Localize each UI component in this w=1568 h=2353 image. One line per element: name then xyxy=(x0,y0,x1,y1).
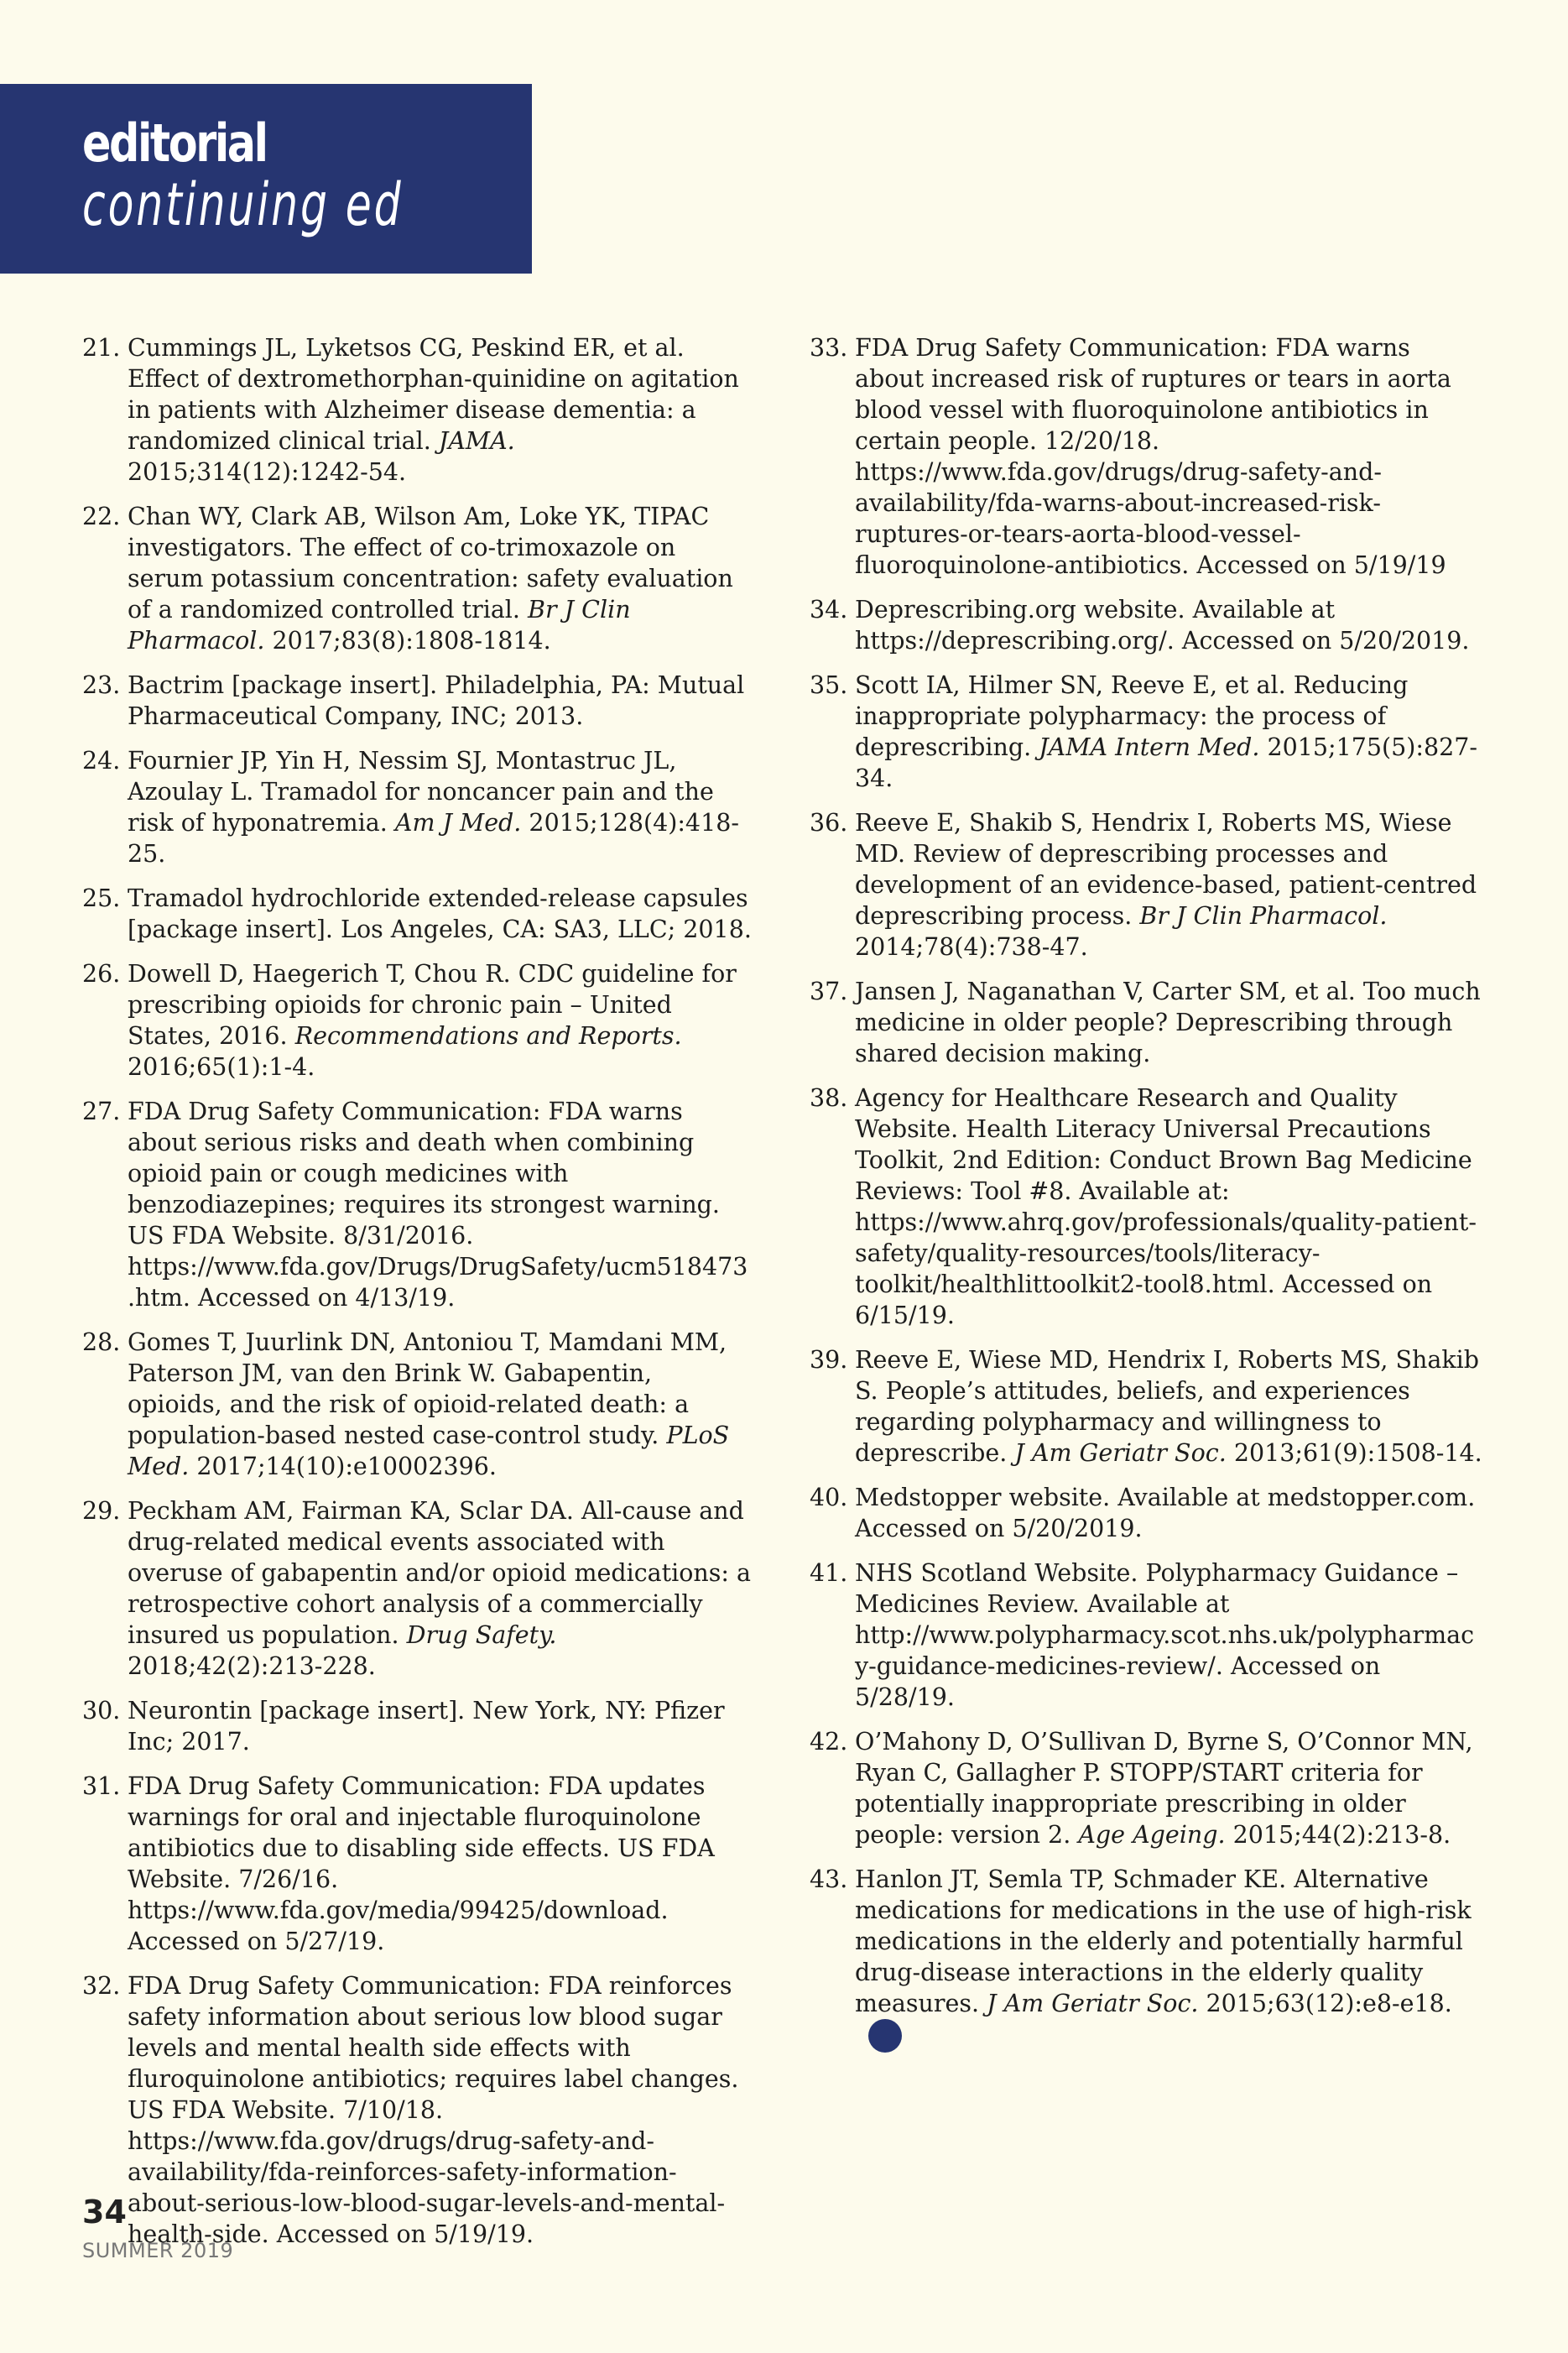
reference-item xyxy=(82,883,753,945)
reference-number: 23. xyxy=(82,671,121,699)
reference-text xyxy=(128,1695,753,1757)
reference-text xyxy=(855,1083,1485,1331)
reference-segment: Agency for Healthcare Research and Quality Website. Health Literacy Universal Precautions Toolkit, 2nd Edition: Conduct Brown Bag Medicine Reviews: Tool #8. Available at: https://www.ahrq.gov/professionals/quality-patient-safety/quality-resources/tools/literacy-toolkit/healthlittoolkit2-tool8.html. Accessed on 6/15/19. xyxy=(855,1084,1477,1329)
section-title: editorial xyxy=(82,112,267,174)
reference-number: 27. xyxy=(82,1098,121,1125)
journal-title: Br J Clin Pharmacol. xyxy=(128,596,631,655)
journal-title: Recommendations and Reports. xyxy=(294,1022,682,1050)
reference-item xyxy=(82,1495,753,1682)
reference-number: 22. xyxy=(82,503,121,530)
reference-segment: Cummings JL, Lyketsos CG, Peskind ER, et al. Effect of dextromethorphan-quinidine on agitation in patients with Alzheimer disease dementia: a randomized clinical trial. xyxy=(128,334,739,455)
reference-item xyxy=(82,745,753,869)
reference-item xyxy=(82,1327,753,1482)
reference-number: 39. xyxy=(810,1346,848,1374)
journal-title: Drug Safety. xyxy=(406,1621,557,1649)
reference-item xyxy=(810,1864,1485,2053)
reference-text xyxy=(855,1344,1485,1469)
reference-text xyxy=(855,594,1485,656)
reference-item xyxy=(810,1344,1485,1469)
reference-item xyxy=(810,976,1485,1069)
reference-text xyxy=(128,1970,753,2250)
reference-number: 24. xyxy=(82,747,121,775)
reference-segment: FDA Drug Safety Communication: FDA reinforces safety information about serious low blood sugar levels and mental health side effects with fluroquinolone antibiotics; requires label changes. US FDA Website. 7/10/18. https://www.fda.gov/drugs/drug-safety-and-availability/fda-reinforces-safety-information-about-serious-low-blood-sugar-levels-and-mental-health-side. Accessed on 5/19/19. xyxy=(128,1972,739,2248)
reference-item xyxy=(82,1771,753,1957)
reference-item xyxy=(810,332,1485,581)
reference-number: 26. xyxy=(82,960,121,988)
reference-segment: Medstopper website. Available at medstopper.com. Accessed on 5/20/2019. xyxy=(855,1484,1476,1542)
reference-segment: 2015;314(12):1242-54. xyxy=(128,458,407,486)
reference-text xyxy=(855,976,1485,1069)
reference-segment: FDA Drug Safety Communication: FDA warns about increased risk of ruptures or tears in aorta blood vessel with fluoroquinolone antibiotics in certain people. 12/20/18. https://www.fda.gov/drugs/drug-safety-and-availability/fda-warns-about-increased-risk-ruptures-or-tears-aorta-blood-vessel-fluoroquinolone-antibiotics. Accessed on 5/19/19 xyxy=(855,334,1451,579)
issue-label: SUMMER 2019 xyxy=(82,2239,234,2262)
reference-segment: NHS Scotland Website. Polypharmacy Guidance – Medicines Review. Available at http://www.polypharmacy.scot.nhs.uk/polypharmacy-guidance-medicines-review/. Accessed on 5/28/19. xyxy=(855,1559,1475,1711)
reference-item xyxy=(82,501,753,656)
reference-text xyxy=(855,1864,1485,2053)
reference-text xyxy=(855,1482,1485,1544)
reference-number: 42. xyxy=(810,1728,848,1756)
reference-text xyxy=(128,501,753,656)
section-banner xyxy=(0,84,532,274)
reference-item xyxy=(82,1096,753,1313)
reference-item xyxy=(810,1726,1485,1850)
reference-segment: Bactrim [package insert]. Philadelphia, PA: Mutual Pharmaceutical Company, INC; 2013. xyxy=(128,671,745,730)
reference-number: 35. xyxy=(810,671,848,699)
reference-segment: 2014;78(4):738-47. xyxy=(855,933,1088,961)
reference-number: 32. xyxy=(82,1972,121,2000)
journal-title: JAMA. xyxy=(438,427,515,455)
reference-text xyxy=(128,958,753,1083)
reference-text xyxy=(855,1557,1485,1713)
reference-text xyxy=(855,807,1485,963)
reference-number: 29. xyxy=(82,1497,121,1525)
journal-title: Br J Clin Pharmacol. xyxy=(1139,902,1388,930)
section-subtitle: continuing ed xyxy=(82,170,404,239)
references-right-column xyxy=(810,332,1485,2066)
reference-number: 21. xyxy=(82,334,121,362)
journal-title: Age Ageing. xyxy=(1078,1821,1226,1849)
reference-item xyxy=(810,1083,1485,1331)
reference-text xyxy=(128,883,753,945)
reference-item xyxy=(810,807,1485,963)
reference-segment: Peckham AM, Fairman KA, Sclar DA. All-cause and drug-related medical events associated with overuse of gabapentin and/or opioid medications: a retrospective cohort analysis of a commercially insured us population. xyxy=(128,1497,752,1649)
reference-number: 40. xyxy=(810,1484,848,1511)
end-of-article-icon xyxy=(868,2019,902,2053)
reference-segment: Reeve E, Wiese MD, Hendrix I, Roberts MS, Shakib S. People’s attitudes, beliefs, and experiences regarding polypharmacy and willingness to deprescribe. xyxy=(855,1346,1479,1467)
reference-number: 34. xyxy=(810,596,848,623)
reference-segment: Chan WY, Clark AB, Wilson Am, Loke YK, TIPAC investigators. The effect of co-trimoxazole on serum potassium concentration: safety evaluation of a randomized controlled trial. xyxy=(128,503,733,623)
reference-segment: O’Mahony D, O’Sullivan D, Byrne S, O’Connor MN, Ryan C, Gallagher P. STOPP/START criteria for potentially inappropriate prescribing in older people: version 2. xyxy=(855,1728,1473,1849)
reference-segment: 2017;83(8):1808-1814. xyxy=(264,627,551,655)
reference-item xyxy=(82,1695,753,1757)
reference-segment: Scott IA, Hilmer SN, Reeve E, et al. Reducing inappropriate polypharmacy: the process of deprescribing. xyxy=(855,671,1409,761)
reference-segment: 2018;42(2):213-228. xyxy=(128,1652,376,1680)
reference-segment: Reeve E, Shakib S, Hendrix I, Roberts MS, Wiese MD. Review of deprescribing processes and development of an evidence-based, patient-centred deprescribing process. xyxy=(855,809,1477,930)
reference-item xyxy=(82,1970,753,2250)
reference-segment: Fournier JP, Yin H, Nessim SJ, Montastruc JL, Azoulay L. Tramadol for noncancer pain and the risk of hyponatremia. xyxy=(128,747,714,837)
reference-item xyxy=(810,1482,1485,1544)
reference-number: 37. xyxy=(810,978,848,1005)
reference-segment: 2015;175(5):827-34. xyxy=(855,733,1477,792)
reference-text xyxy=(855,332,1485,581)
reference-segment: 2013;61(9):1508-14. xyxy=(1226,1439,1482,1467)
reference-number: 25. xyxy=(82,884,121,912)
reference-text xyxy=(128,745,753,869)
reference-item xyxy=(810,594,1485,656)
reference-item xyxy=(810,670,1485,794)
references-left-column xyxy=(82,332,753,2263)
reference-number: 28. xyxy=(82,1328,121,1356)
reference-text xyxy=(855,670,1485,794)
journal-title: JAMA Intern Med. xyxy=(1039,733,1260,761)
journal-title: J Am Geriatr Soc. xyxy=(1014,1439,1227,1467)
reference-item xyxy=(82,332,753,488)
reference-number: 36. xyxy=(810,809,848,837)
reference-text xyxy=(128,332,753,488)
reference-number: 33. xyxy=(810,334,848,362)
reference-segment: Hanlon JT, Semla TP, Schmader KE. Alternative medications for medications in the use of high-risk medications in the elderly and potentially harmful drug-disease interactions in the elderly quality measures. xyxy=(855,1865,1472,2017)
reference-text xyxy=(128,1327,753,1482)
journal-title: Am J Med. xyxy=(394,809,522,837)
reference-segment: 2017;14(10):e10002396. xyxy=(189,1453,497,1480)
reference-segment: 2015;44(2):213-8. xyxy=(1225,1821,1451,1849)
journal-title: J Am Geriatr Soc. xyxy=(987,1990,1199,2017)
reference-item xyxy=(82,670,753,732)
reference-segment: 2015;63(12):e8-e18. xyxy=(1198,1990,1452,2017)
reference-segment: Jansen J, Naganathan V, Carter SM, et al. Too much medicine in older people? Deprescribing through shared decision making. xyxy=(855,978,1481,1067)
reference-segment: Deprescribing.org website. Available at https://deprescribing.org/. Accessed on 5/20/2019. xyxy=(855,596,1470,655)
reference-text xyxy=(128,1096,753,1313)
reference-segment: Gomes T, Juurlink DN, Antoniou T, Mamdani MM, Paterson JM, van den Brink W. Gabapentin, opioids, and the risk of opioid-related death: a population-based nested case-control study. xyxy=(128,1328,727,1449)
reference-number: 31. xyxy=(82,1772,121,1800)
reference-text xyxy=(128,670,753,732)
reference-text xyxy=(855,1726,1485,1850)
reference-segment: FDA Drug Safety Communication: FDA updates warnings for oral and injectable fluroquinolone antibiotics due to disabling side effects. US FDA Website. 7/26/16. https://www.fda.gov/media/99425/download. Accessed on 5/27/19. xyxy=(128,1772,715,1955)
reference-item xyxy=(810,1557,1485,1713)
reference-number: 43. xyxy=(810,1865,848,1893)
reference-segment: 2015;128(4):418-25. xyxy=(128,809,739,868)
reference-segment: FDA Drug Safety Communication: FDA warns about serious risks and death when combining opioid pain or cough medicines with benzodiazepines; requires its strongest warning. US FDA Website. 8/31/2016. https://www.fda.gov/Drugs/DrugSafety/ucm518473.htm. Accessed on 4/13/19. xyxy=(128,1098,748,1312)
reference-segment: 2016;65(1):1-4. xyxy=(128,1053,315,1081)
journal-title: PLoS Med. xyxy=(128,1422,730,1480)
page-number: 34 xyxy=(82,2194,127,2230)
reference-number: 38. xyxy=(810,1084,848,1112)
reference-text xyxy=(128,1771,753,1957)
reference-segment: Dowell D, Haegerich T, Chou R. CDC guideline for prescribing opioids for chronic pain – United States, 2016. xyxy=(128,960,737,1050)
reference-segment: Neurontin [package insert]. New York, NY: Pfizer Inc; 2017. xyxy=(128,1697,725,1756)
reference-number: 41. xyxy=(810,1559,848,1587)
reference-number: 30. xyxy=(82,1697,121,1724)
reference-item xyxy=(82,958,753,1083)
reference-segment: Tramadol hydrochloride extended-release capsules [package insert]. Los Angeles, CA: SA3, LLC; 2018. xyxy=(128,884,752,943)
reference-text xyxy=(128,1495,753,1682)
